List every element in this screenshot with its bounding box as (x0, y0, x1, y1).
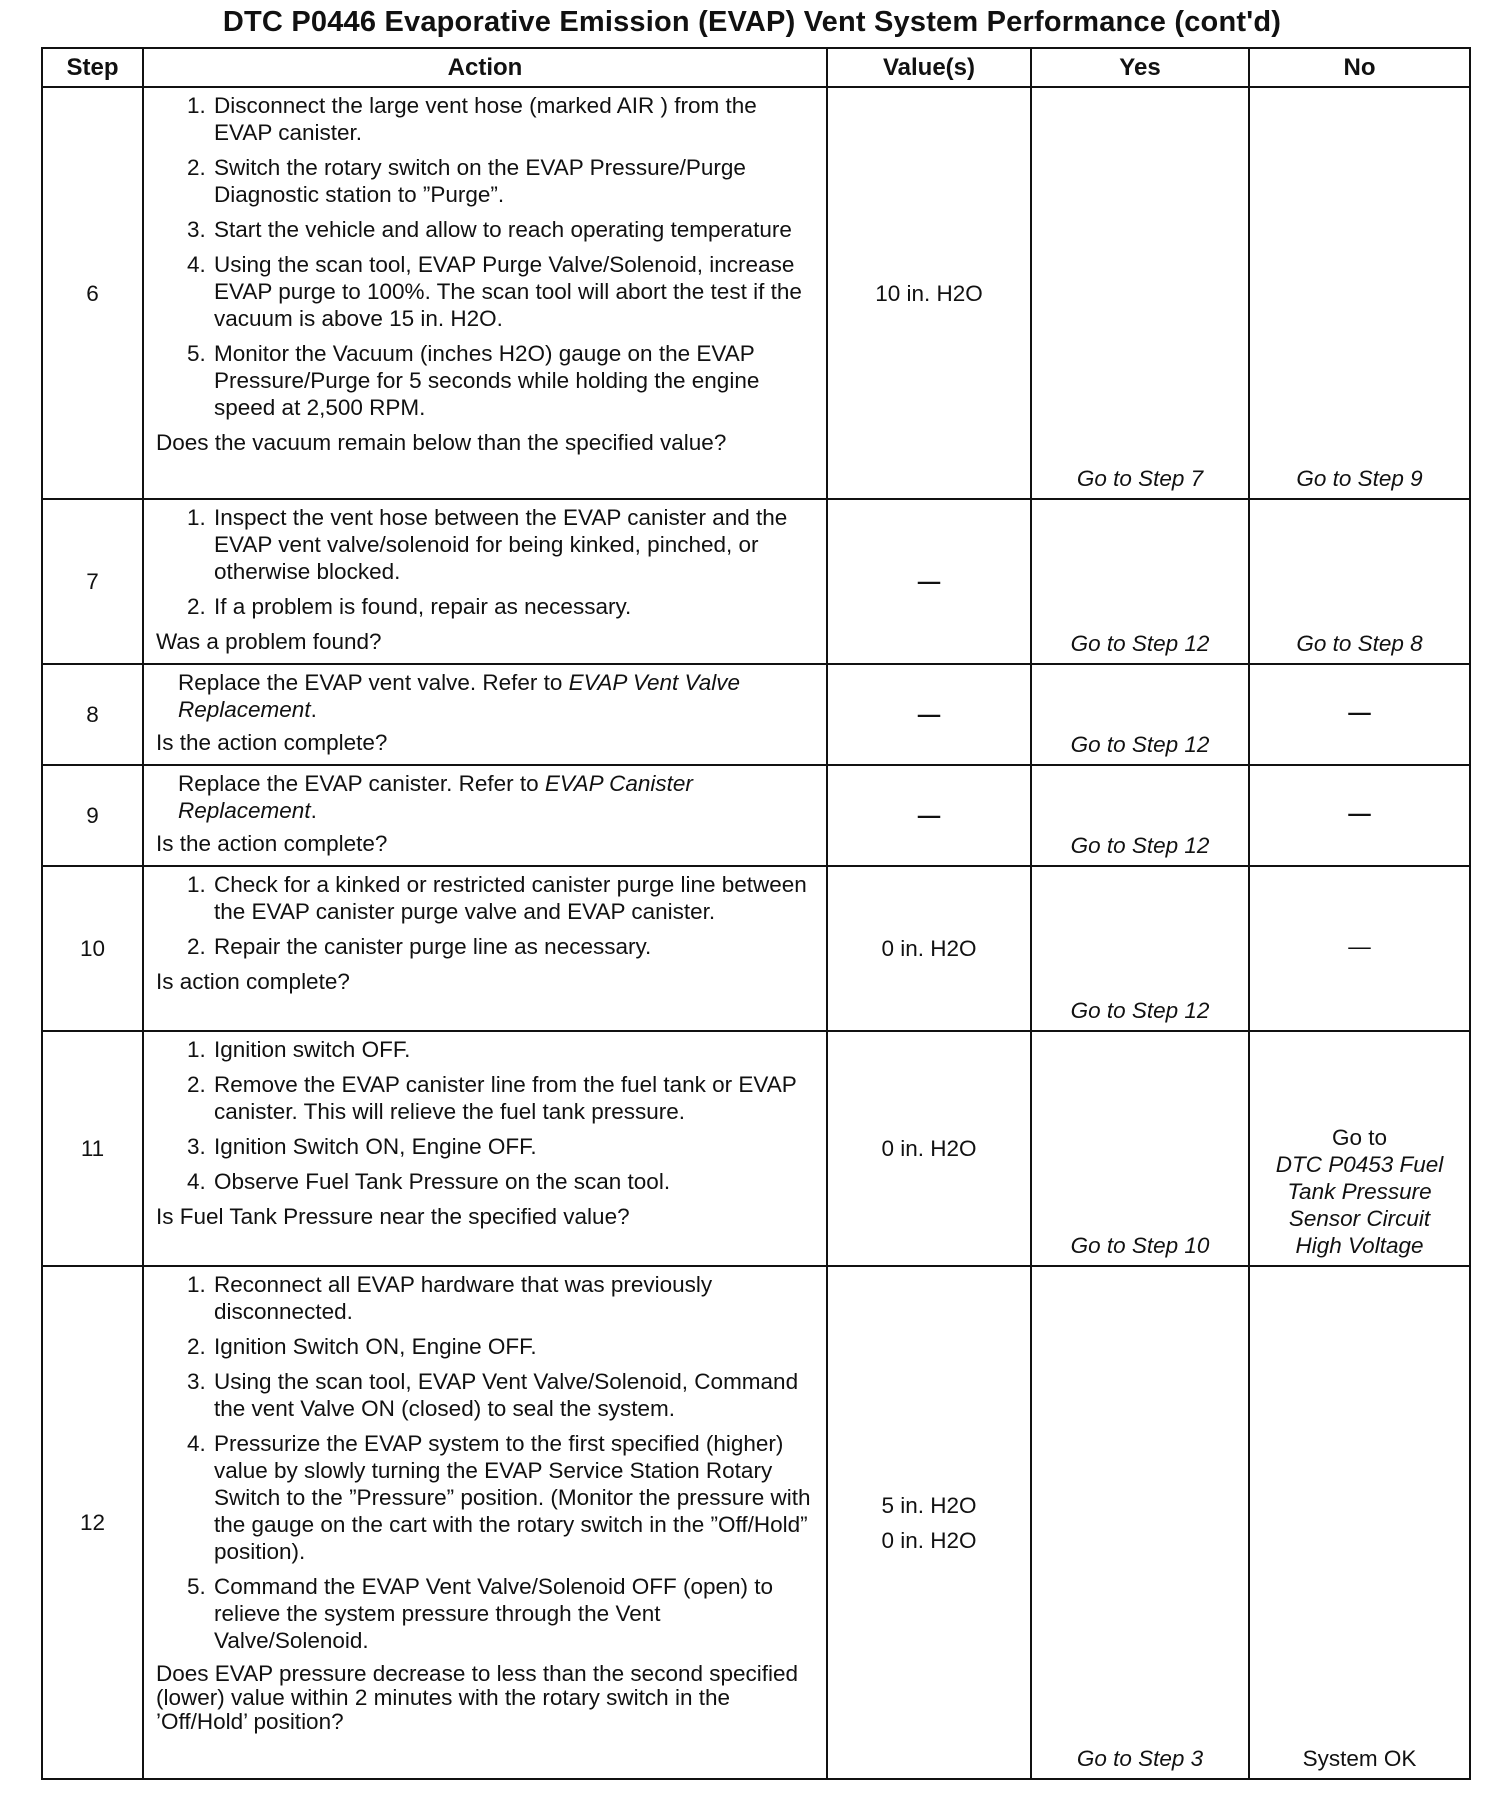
table-header-row (42, 48, 1470, 87)
action-cell (143, 765, 827, 866)
action-question: Is the action complete? (156, 831, 388, 856)
no-link-line: Tank Pressure (1287, 1179, 1432, 1204)
value-cell (827, 1266, 1031, 1779)
yes-link[interactable]: Go to Step 12 (1031, 866, 1249, 1031)
table-row (42, 1266, 1470, 1779)
action-cell (143, 1266, 827, 1779)
page-title: DTC P0446 Evaporative Emission (EVAP) Vent System Performance (cont'd) (222, 6, 1282, 38)
value-cell: — (827, 664, 1031, 765)
header-yes: Yes (1031, 48, 1249, 87)
action-cell (143, 499, 827, 664)
step-number: 7 (42, 499, 143, 664)
action-question: Does EVAP pressure decrease to less than the second specified (lower) value within 2 minutes with the rotary switch in the ’Off/Hold’ position? (156, 1661, 799, 1734)
action-item: 1. Check for a kinked or restricted canister purge line between the EVAP canister purge valve and EVAP canister. (212, 871, 818, 925)
no-result: System OK (1249, 1266, 1470, 1779)
step-number: 6 (42, 87, 143, 499)
action-item: 1. Reconnect all EVAP hardware that was previously disconnected. (212, 1271, 818, 1325)
step-number: 10 (42, 866, 143, 1031)
action-question: Was a problem found? (156, 629, 382, 654)
reference-link[interactable]: EVAP Vent Valve Replacement (178, 670, 740, 722)
table-row (42, 87, 1470, 499)
action-item: 2. Switch the rotary switch on the EVAP Pressure/Purge Diagnostic station to ”Purge”. (212, 154, 818, 208)
no-cell: — (1249, 866, 1470, 1031)
yes-link[interactable]: Go to Step 12 (1031, 664, 1249, 765)
diagnostic-table (41, 47, 1471, 1780)
step-number: 11 (42, 1031, 143, 1266)
no-link[interactable]: Go to Step 8 (1249, 499, 1470, 664)
action-question: Is action complete? (156, 969, 350, 994)
header-step: Step (42, 48, 143, 87)
no-link-line: DTC P0453 Fuel (1275, 1152, 1444, 1177)
action-question: Is Fuel Tank Pressure near the specified value? (156, 1204, 630, 1229)
action-item: 1. Disconnect the large vent hose (marked AIR ) from the EVAP canister. (212, 92, 818, 146)
yes-link[interactable]: Go to Step 12 (1031, 499, 1249, 664)
action-question: Is the action complete? (156, 730, 388, 755)
action-cell (143, 664, 827, 765)
action-text: Replace the EVAP canister. Refer to EVAP Canister Replacement. (178, 771, 693, 823)
yes-link[interactable]: Go to Step 7 (1031, 87, 1249, 499)
reference-link[interactable]: EVAP Canister Replacement (178, 771, 693, 823)
yes-link[interactable]: Go to Step 10 (1031, 1031, 1249, 1266)
value-line: 5 in. H2O (881, 1492, 977, 1518)
action-item: 3. Using the scan tool, EVAP Vent Valve/Solenoid, Command the vent Valve ON (closed) to seal the system. (212, 1368, 818, 1422)
action-cell (143, 87, 827, 499)
no-link-line: High Voltage (1295, 1233, 1424, 1258)
action-item: 2. Repair the canister purge line as necessary. (212, 933, 818, 960)
table-row (42, 499, 1470, 664)
value-cell: 0 in. H2O (827, 1031, 1031, 1266)
header-no: No (1249, 48, 1470, 87)
header-action: Action (143, 48, 827, 87)
action-question: Does the vacuum remain below than the specified value? (156, 430, 727, 455)
table-row (42, 765, 1470, 866)
no-link-line: Go to (1331, 1125, 1388, 1150)
step-number: 8 (42, 664, 143, 765)
no-cell: — (1249, 765, 1470, 866)
no-link[interactable]: Go to Step 9 (1249, 87, 1470, 499)
table-row (42, 664, 1470, 765)
action-cell (143, 866, 827, 1031)
no-link[interactable] (1249, 1031, 1470, 1266)
no-link-line: Sensor Circuit (1288, 1206, 1431, 1231)
action-item: 2. Ignition Switch ON, Engine OFF. (212, 1333, 818, 1360)
table-row (42, 1031, 1470, 1266)
value-cell: — (827, 765, 1031, 866)
action-item: 3. Ignition Switch ON, Engine OFF. (212, 1133, 818, 1160)
value-cell: 0 in. H2O (827, 866, 1031, 1031)
value-cell: — (827, 499, 1031, 664)
action-item: 2. Remove the EVAP canister line from the fuel tank or EVAP canister. This will relieve the fuel tank pressure. (212, 1071, 818, 1125)
action-item: 4. Using the scan tool, EVAP Purge Valve/Solenoid, increase EVAP purge to 100%. The scan tool will abort the test if the vacuum is above 15 in. H2O. (212, 251, 818, 332)
action-item: 4. Observe Fuel Tank Pressure on the scan tool. (212, 1168, 818, 1195)
value-line: 0 in. H2O (881, 1527, 977, 1553)
action-item: 5. Command the EVAP Vent Valve/Solenoid OFF (open) to relieve the system pressure through the Vent Valve/Solenoid. (212, 1573, 818, 1654)
value-cell: 10 in. H2O (827, 87, 1031, 499)
action-item: 1. Inspect the vent hose between the EVAP canister and the EVAP vent valve/solenoid for being kinked, pinched, or otherwise blocked. (212, 504, 818, 585)
action-item: 4. Pressurize the EVAP system to the first specified (higher) value by slowly turning the EVAP Service Station Rotary Switch to the ”Pressure” position. (Monitor the pressure with the gauge on the cart with the rotary switch in the ”Off/Hold” position). (212, 1430, 818, 1565)
table-row (42, 866, 1470, 1031)
action-item: 1. Ignition switch OFF. (212, 1036, 818, 1063)
action-item: 3. Start the vehicle and allow to reach operating temperature (212, 216, 818, 243)
action-text: Replace the EVAP vent valve. Refer to EVAP Vent Valve Replacement. (178, 670, 740, 722)
yes-link[interactable]: Go to Step 12 (1031, 765, 1249, 866)
action-item: 2. If a problem is found, repair as necessary. (212, 593, 818, 620)
step-number: 9 (42, 765, 143, 866)
yes-link[interactable]: Go to Step 3 (1031, 1266, 1249, 1779)
header-values: Value(s) (827, 48, 1031, 87)
no-cell: — (1249, 664, 1470, 765)
step-number: 12 (42, 1266, 143, 1779)
action-item: 5. Monitor the Vacuum (inches H2O) gauge on the EVAP Pressure/Purge for 5 seconds while holding the engine speed at 2,500 RPM. (212, 340, 818, 421)
action-cell (143, 1031, 827, 1266)
